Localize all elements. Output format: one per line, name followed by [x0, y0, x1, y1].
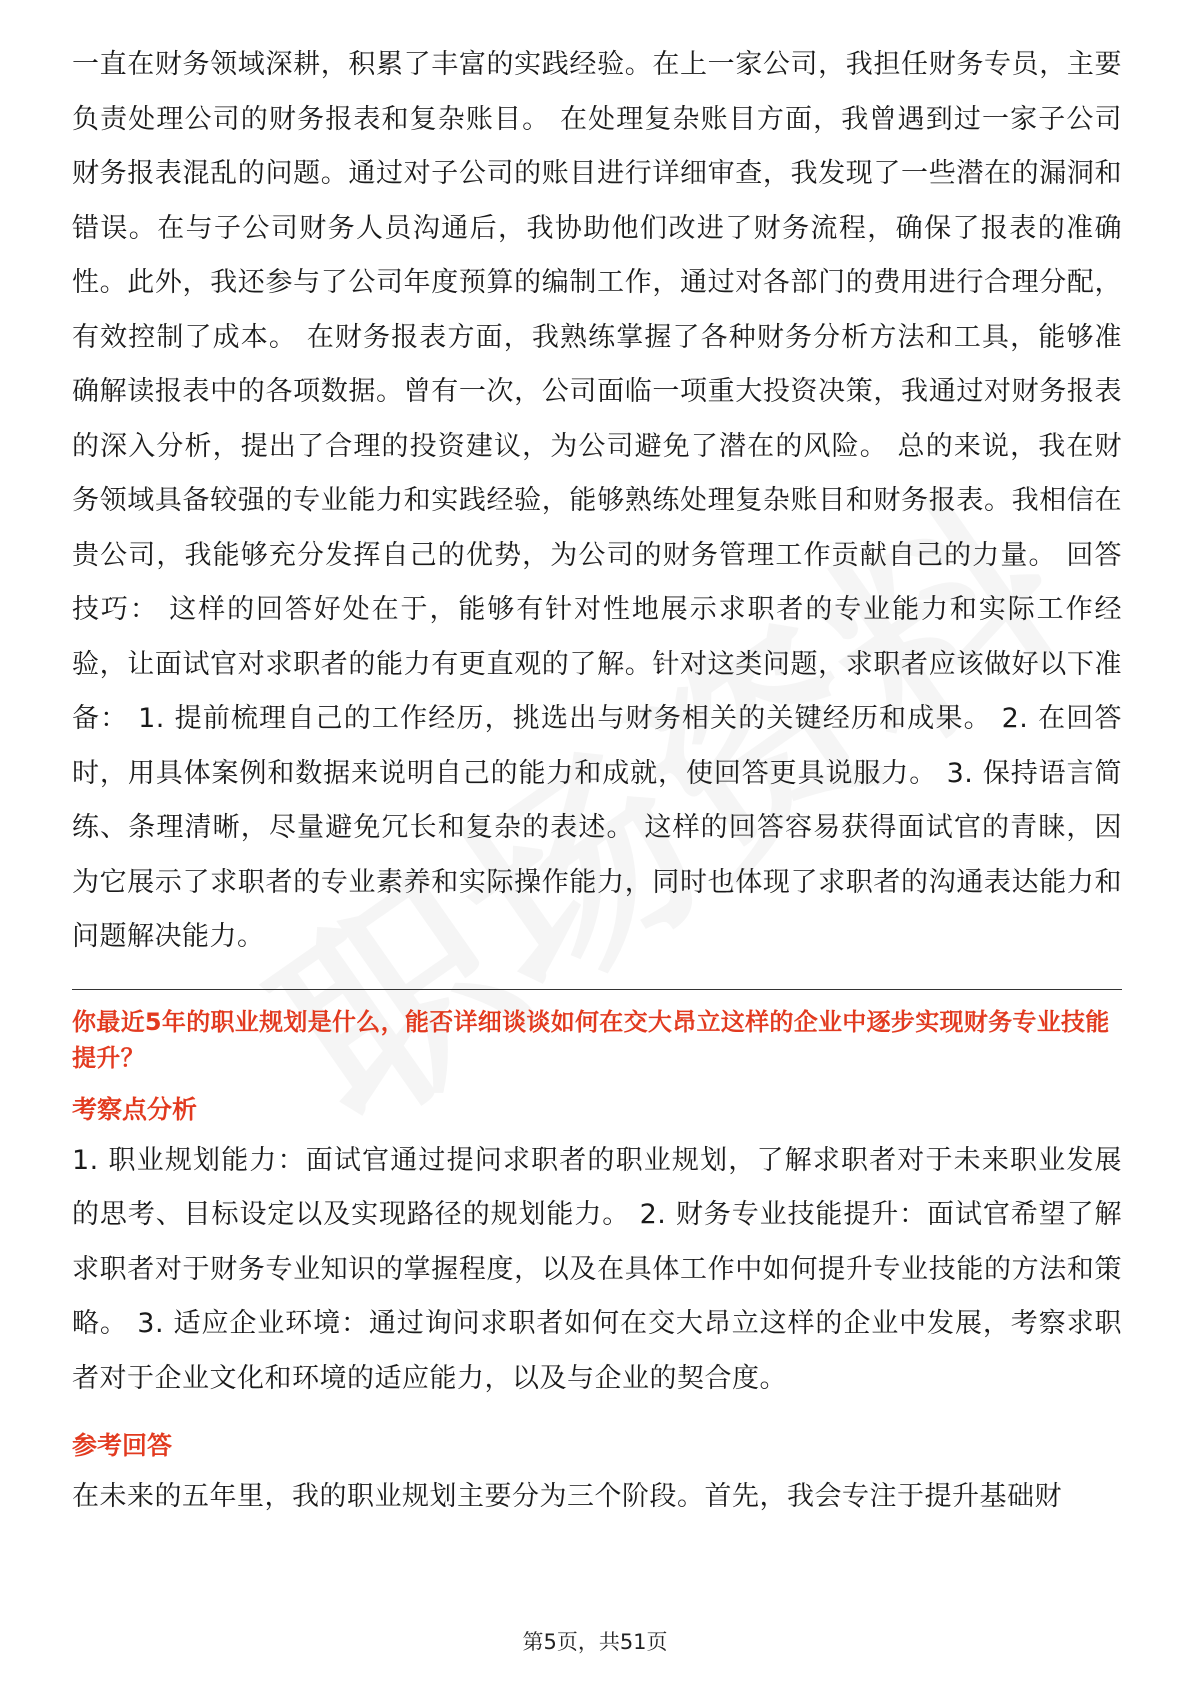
reference-answer-heading: 参考回答	[72, 1431, 173, 1460]
page-number-footer: 第5页，共51页	[522, 1630, 668, 1654]
page-content	[72, 38, 1122, 1525]
section-divider	[72, 989, 1122, 990]
analysis-heading: 考察点分析	[72, 1094, 198, 1124]
reference-answer-text: 在未来的五年里，我的职业规划主要分为三个阶段。首先，我会专注于提升基础财	[72, 1481, 1062, 1512]
question-title: 你最近5年的职业规划是什么，能否详细谈谈如何在交大昂立这样的企业中逐步实现财务专业技能提升？	[72, 1007, 1110, 1072]
answer-continuation-text: 一直在财务领域深耕，积累了丰富的实践经验。在上一家公司，我担任财务专员，主要负责处理公司的财务报表和复杂账目。 在处理复杂账目方面，我曾遇到过一家子公司财务报表混乱的问题。通过对子公司的账目进行详细审查，我发现了一些潜在的漏洞和错误。在与子公司财务人员沟通后，我协助他们改进了财务流程，确保了报表的准确性。此外，我还参与了公司年度预算的编制工作，通过对各部门的费用进行合理分配，有效控制了成本。 在财务报表方面，我熟练掌握了各种财务分析方法和工具，能够准确解读报表中的各项数据。曾有一次，公司面临一项重大投资决策，我通过对财务报表的深入分析，提出了合理的投资建议，为公司避免了潜在的风险。 总的来说，我在财务领域具备较强的专业能力和实践经验，能够熟练处理复杂账目和财务报表。我相信在贵公司，我能够充分发挥自己的优势，为公司的财务管理工作贡献自己的力量。 回答技巧： 这样的回答好处在于，能够有针对性地展示求职者的专业能力和实际工作经验，让面试官对求职者的能力有更直观的了解。针对这类问题，求职者应该做好以下准备： 1. 提前梳理自己的工作经历，挑选出与财务相关的关键经历和成果。 2. 在回答时，用具体案例和数据来说明自己的能力和成就，使回答更具说服力。 3. 保持语言简练、条理清晰，尽量避免冗长和复杂的表述。 这样的回答容易获得面试官的青睐，因为它展示了求职者的专业素养和实际操作能力，同时也体现了求职者的沟通表达能力和问题解决能力。	[72, 49, 1122, 952]
analysis-text: 1. 职业规划能力：面试官通过提问求职者的职业规划，了解求职者对于未来职业发展的思考、目标设定以及实现路径的规划能力。 2. 财务专业技能提升：面试官希望了解求职者对于财务专业知识的掌握程度，以及在具体工作中如何提升专业技能的方法和策略。 3. 适应企业环境：通过询问求职者如何在交大昂立这样的企业中发展，考察求职者对于企业文化和环境的适应能力，以及与企业的契合度。	[72, 1144, 1122, 1394]
